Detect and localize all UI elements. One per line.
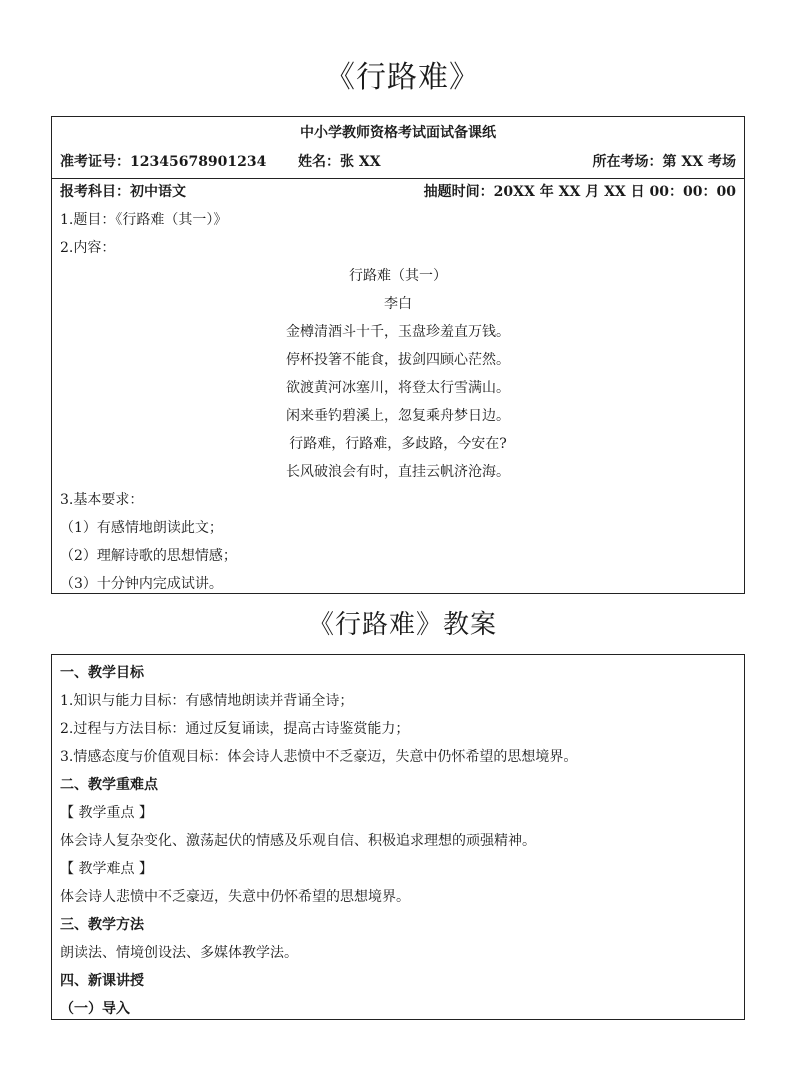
form-info-row bbox=[60, 148, 736, 176]
content-label: 2.内容： bbox=[60, 240, 116, 256]
requirements-label: 3.基本要求： bbox=[60, 492, 144, 508]
poem-title: 行路难（其一） bbox=[349, 268, 447, 284]
form-subject-row bbox=[60, 178, 736, 206]
subject: 报考科目：初中语文 bbox=[60, 184, 186, 200]
poem-line: 长风破浪会有时，直挂云帆济沧海。 bbox=[286, 464, 510, 480]
poem-author: 李白 bbox=[384, 296, 412, 312]
key-point-text: 体会诗人复杂变化、激荡起伏的情感及乐观自信、积极追求理想的顽强精神。 bbox=[60, 833, 536, 849]
section-heading: 三、教学方法 bbox=[60, 917, 144, 933]
difficulty-label: 【 教学难点 】 bbox=[60, 861, 153, 877]
lesson-plan-title: 《行路难》教案 bbox=[307, 610, 497, 640]
candidate-name: 姓名：张 XX bbox=[298, 154, 381, 170]
lesson-prep-form bbox=[51, 116, 745, 594]
methods-text: 朗读法、情境创设法、多媒体教学法。 bbox=[60, 945, 298, 961]
section-heading: 四、新课讲授 bbox=[60, 973, 144, 989]
exam-id: 准考证号：12345678901234 bbox=[60, 154, 267, 170]
section-heading: 一、教学目标 bbox=[60, 665, 144, 681]
requirement-item: （3）十分钟内完成试讲。 bbox=[60, 576, 223, 592]
requirement-item: （1）有感情地朗读此文； bbox=[60, 520, 223, 536]
section-heading: 二、教学重难点 bbox=[60, 777, 158, 793]
poem-line: 金樽清酒斗十千，玉盘珍羞直万钱。 bbox=[286, 324, 510, 340]
key-point-label: 【 教学重点 】 bbox=[60, 805, 153, 821]
poem-line: 行路难，行路难，多歧路，今安在? bbox=[289, 436, 507, 452]
goal-item: 1.知识与能力目标：有感情地朗读并背诵全诗； bbox=[60, 693, 354, 709]
goal-item: 3.情感态度与价值观目标：体会诗人悲愤中不乏豪迈，失意中仍怀希望的思想境界。 bbox=[60, 749, 578, 765]
form-header: 中小学教师资格考试面试备课纸 bbox=[300, 125, 496, 141]
requirement-item: （2）理解诗歌的思想情感； bbox=[60, 548, 237, 564]
subsection-heading: （一）导入 bbox=[60, 1001, 130, 1017]
goal-item: 2.过程与方法目标：通过反复诵读，提高古诗鉴赏能力； bbox=[60, 721, 410, 737]
poem-line: 欲渡黄河冰塞川，将登太行雪满山。 bbox=[286, 380, 510, 396]
exam-venue: 所在考场：第 XX 考场 bbox=[592, 154, 736, 170]
document-title: 《行路难》 bbox=[325, 60, 480, 95]
poem-line: 闲来垂钓碧溪上，忽复乘舟梦日边。 bbox=[286, 408, 510, 424]
topic: 1.题目：《行路难（其一）》 bbox=[60, 212, 228, 228]
draw-time: 抽题时间：20XX 年 XX 月 XX 日 00：00：00 bbox=[423, 184, 736, 200]
difficulty-text: 体会诗人悲愤中不乏豪迈，失意中仍怀希望的思想境界。 bbox=[60, 889, 410, 905]
poem-line: 停杯投箸不能食，拔剑四顾心茫然。 bbox=[286, 352, 510, 368]
lesson-plan bbox=[51, 654, 745, 1020]
